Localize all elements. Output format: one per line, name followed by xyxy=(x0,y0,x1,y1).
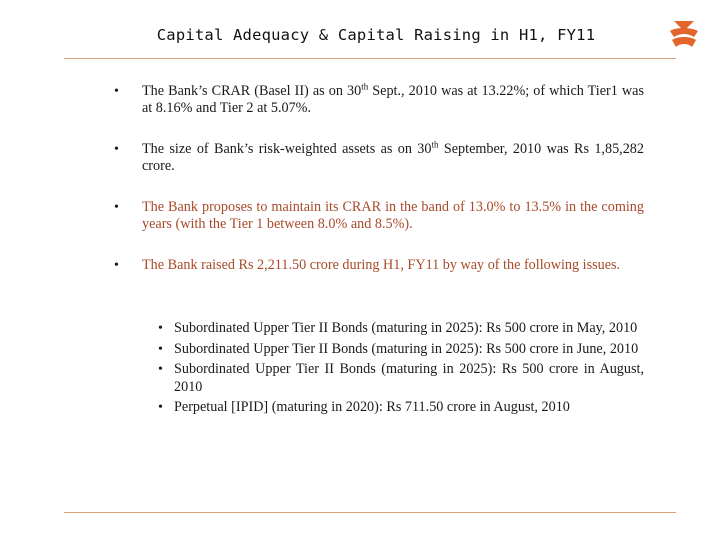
bullet-text-part2: Sept., 2010 was at 13.22%; of which Tier1 was at 8.16% and Tier 2 at 5.07%. xyxy=(142,83,644,116)
bullet-dot: • xyxy=(114,84,119,99)
bullet-text-part1: The Bank’s CRAR (Basel II) as on 30 xyxy=(142,83,362,99)
issues-sub-list xyxy=(158,320,644,420)
sub-bullet-item xyxy=(158,320,644,338)
bank-logo-icon xyxy=(664,16,704,52)
sub-bullet-dot: • xyxy=(158,400,163,415)
main-bullet-list xyxy=(112,83,644,274)
ordinal-suffix: th xyxy=(361,81,369,92)
sub-bullet-text: Perpetual [IPID] (maturing in 2020): Rs 711.50 crore in August, 2010 xyxy=(174,399,570,415)
header-divider xyxy=(64,58,676,59)
sub-bullet-item xyxy=(158,341,644,359)
footer-divider xyxy=(64,512,676,513)
bullet-risk-weighted-assets xyxy=(112,141,644,175)
bullet-crar xyxy=(112,83,644,117)
bullet-crar-target xyxy=(112,199,644,233)
sub-bullet-item xyxy=(158,361,644,396)
sub-bullet-dot: • xyxy=(158,341,163,357)
sub-bullet-text: Subordinated Upper Tier II Bonds (maturing in 2025): Rs 500 crore in May, 2010 xyxy=(174,320,638,336)
bullet-text-part1: The size of Bank’s risk-weighted assets as on 30 xyxy=(142,141,432,157)
bullet-text: The Bank raised Rs 2,211.50 crore during H1, FY11 by way of the following issues. xyxy=(142,257,621,273)
bullet-dot: • xyxy=(114,200,119,215)
page-title: Capital Adequacy & Capital Raising in H1, FY11 xyxy=(156,26,596,44)
sub-bullet-text: Subordinated Upper Tier II Bonds (maturing in 2025): Rs 500 crore in August, 2010 xyxy=(174,361,644,395)
bullet-text-part2: September, 2010 was Rs 1,85,282 crore. xyxy=(142,141,644,174)
bullet-dot: • xyxy=(114,258,119,273)
sub-bullet-dot: • xyxy=(158,321,163,336)
bullet-text: The Bank proposes to maintain its CRAR in the band of 13.0% to 13.5% in the coming years (with the Tier 1 between 8.0% and 8.5%). xyxy=(142,199,644,232)
sub-bullet-item xyxy=(158,399,644,417)
sub-bullet-text: Subordinated Upper Tier II Bonds (maturing in 2025): Rs 500 crore in June, 2010 xyxy=(174,340,639,357)
ordinal-suffix: th xyxy=(431,139,439,150)
bullet-capital-raised xyxy=(112,257,644,274)
bullet-dot: • xyxy=(114,142,119,157)
sub-bullet-dot: • xyxy=(158,362,163,377)
